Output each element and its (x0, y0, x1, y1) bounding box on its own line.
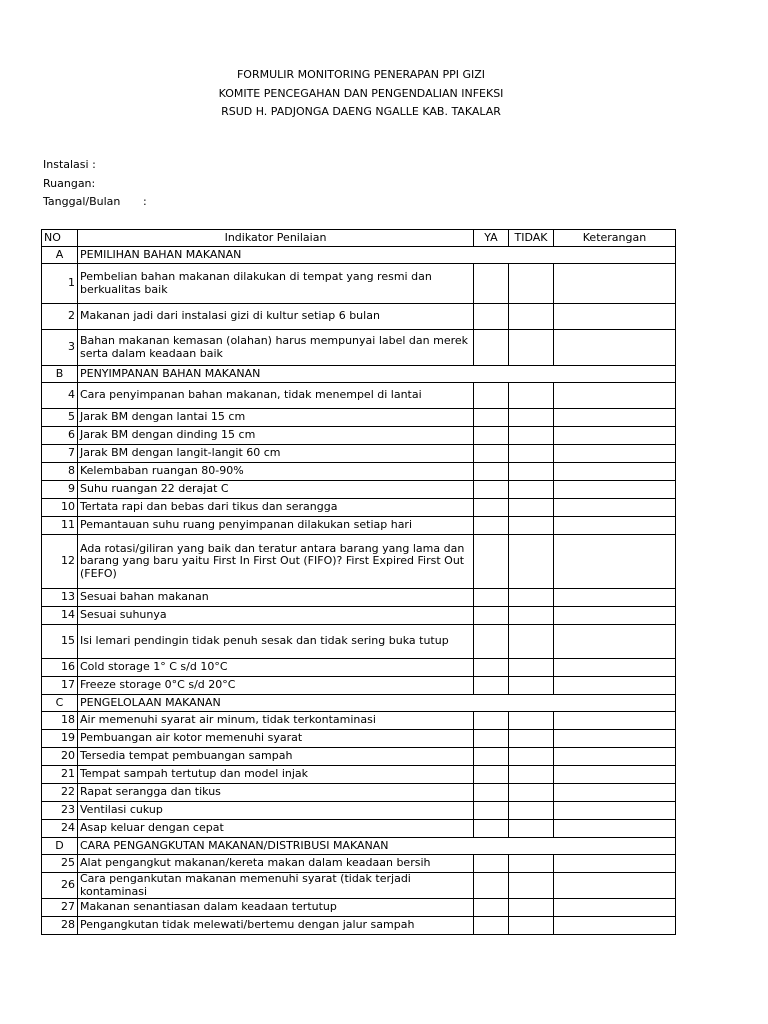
item-number: 1 (42, 264, 78, 304)
section-code: C (42, 695, 78, 712)
ya-cell[interactable] (474, 427, 509, 445)
indicator-text: Cold storage 1° C s/d 10°C (78, 659, 474, 677)
keterangan-cell[interactable] (554, 820, 676, 838)
keterangan-cell[interactable] (554, 712, 676, 730)
item-number: 12 (42, 535, 78, 589)
indicator-text: Sesuai suhunya (78, 607, 474, 625)
item-number: 14 (42, 607, 78, 625)
col-header-keterangan: Keterangan (554, 230, 676, 247)
keterangan-cell[interactable] (554, 873, 676, 899)
section-label: PENGELOLAAN MAKANAN (78, 695, 676, 712)
item-number: 26 (42, 873, 78, 899)
tidak-cell[interactable] (509, 855, 554, 873)
keterangan-cell[interactable] (554, 917, 676, 935)
ya-cell[interactable] (474, 409, 509, 427)
ya-cell[interactable] (474, 873, 509, 899)
indicator-text: Rapat serangga dan tikus (78, 784, 474, 802)
table-row (42, 463, 676, 481)
table-row (42, 784, 676, 802)
col-header-ya: YA (474, 230, 509, 247)
ya-cell[interactable] (474, 383, 509, 409)
tidak-cell[interactable] (509, 625, 554, 659)
section-row (42, 247, 676, 264)
item-number: 2 (42, 304, 78, 330)
item-number: 23 (42, 802, 78, 820)
keterangan-cell[interactable] (554, 304, 676, 330)
tidak-cell[interactable] (509, 766, 554, 784)
table-row (42, 427, 676, 445)
section-label: PEMILIHAN BAHAN MAKANAN (78, 247, 676, 264)
indicator-text: Pembelian bahan makanan dilakukan di tempat yang resmi dan berkualitas baik (78, 264, 474, 304)
keterangan-cell[interactable] (554, 445, 676, 463)
table-row (42, 748, 676, 766)
ya-cell[interactable] (474, 820, 509, 838)
keterangan-cell[interactable] (554, 855, 676, 873)
indicator-text: Makanan jadi dari instalasi gizi di kultur setiap 6 bulan (78, 304, 474, 330)
tidak-cell[interactable] (509, 445, 554, 463)
keterangan-cell[interactable] (554, 730, 676, 748)
item-number: 7 (42, 445, 78, 463)
tanggal-label: Tanggal/Bulan (43, 195, 121, 208)
tidak-cell[interactable] (509, 607, 554, 625)
section-code: B (42, 366, 78, 383)
item-number: 13 (42, 589, 78, 607)
ya-cell[interactable] (474, 517, 509, 535)
keterangan-cell[interactable] (554, 264, 676, 304)
item-number: 18 (42, 712, 78, 730)
tidak-cell[interactable] (509, 659, 554, 677)
table-row (42, 517, 676, 535)
keterangan-cell[interactable] (554, 535, 676, 589)
ya-cell[interactable] (474, 499, 509, 517)
tidak-cell[interactable] (509, 899, 554, 917)
ya-cell[interactable] (474, 625, 509, 659)
table-row (42, 330, 676, 366)
tidak-cell[interactable] (509, 589, 554, 607)
indicator-text: Air memenuhi syarat air minum, tidak terkontaminasi (78, 712, 474, 730)
indicator-text: Isi lemari pendingin tidak penuh sesak dan tidak sering buka tutup (78, 625, 474, 659)
item-number: 8 (42, 463, 78, 481)
section-label: PENYIMPANAN BAHAN MAKANAN (78, 366, 676, 383)
committee-name: KOMITE PENCEGAHAN DAN PENGENDALIAN INFEKSI (218, 86, 504, 100)
ya-cell[interactable] (474, 730, 509, 748)
tidak-cell[interactable] (509, 383, 554, 409)
section-label: CARA PENGANGKUTAN MAKANAN/DISTRIBUSI MAKANAN (78, 838, 676, 855)
table-row (42, 304, 676, 330)
item-number: 10 (42, 499, 78, 517)
table-row (42, 445, 676, 463)
item-number: 24 (42, 820, 78, 838)
ya-cell[interactable] (474, 855, 509, 873)
ya-cell[interactable] (474, 330, 509, 366)
indicator-text: Makanan senantiasan dalam keadaan tertutup (78, 899, 474, 917)
ya-cell[interactable] (474, 304, 509, 330)
table-row (42, 820, 676, 838)
item-number: 27 (42, 899, 78, 917)
keterangan-cell[interactable] (554, 383, 676, 409)
keterangan-cell[interactable] (554, 607, 676, 625)
keterangan-cell[interactable] (554, 499, 676, 517)
tidak-cell[interactable] (509, 730, 554, 748)
keterangan-cell[interactable] (554, 659, 676, 677)
table-row (42, 659, 676, 677)
keterangan-cell[interactable] (554, 625, 676, 659)
form-title: FORMULIR MONITORING PENERAPAN PPI GIZI (236, 68, 486, 81)
section-code: D (42, 838, 78, 855)
instalasi-field[interactable]: Instalasi : (43, 158, 96, 171)
table-row (42, 873, 676, 899)
tidak-cell[interactable] (509, 784, 554, 802)
ya-cell[interactable] (474, 659, 509, 677)
ya-cell[interactable] (474, 899, 509, 917)
keterangan-cell[interactable] (554, 409, 676, 427)
table-row (42, 712, 676, 730)
keterangan-cell[interactable] (554, 766, 676, 784)
table-row (42, 499, 676, 517)
item-number: 3 (42, 330, 78, 366)
keterangan-cell[interactable] (554, 330, 676, 366)
tanggal-field[interactable] (43, 193, 147, 212)
keterangan-cell[interactable] (554, 481, 676, 499)
item-number: 19 (42, 730, 78, 748)
tidak-cell[interactable] (509, 517, 554, 535)
col-header-tidak: TIDAK (509, 230, 554, 247)
indicator-text: Tempat sampah tertutup dan model injak (78, 766, 474, 784)
keterangan-cell[interactable] (554, 899, 676, 917)
item-number: 15 (42, 625, 78, 659)
keterangan-cell[interactable] (554, 463, 676, 481)
tidak-cell[interactable] (509, 802, 554, 820)
keterangan-cell[interactable] (554, 677, 676, 695)
ya-cell[interactable] (474, 917, 509, 935)
item-number: 4 (42, 383, 78, 409)
table-row (42, 589, 676, 607)
indicator-text: Tertata rapi dan bebas dari tikus dan serangga (78, 499, 474, 517)
keterangan-cell[interactable] (554, 589, 676, 607)
indicator-text: Ventilasi cukup (78, 802, 474, 820)
ya-cell[interactable] (474, 748, 509, 766)
indicator-text: Kelembaban ruangan 80-90% (78, 463, 474, 481)
indicator-text: Pembuangan air kotor memenuhi syarat (78, 730, 474, 748)
section-row (42, 695, 676, 712)
ruangan-field[interactable]: Ruangan: (43, 176, 96, 190)
table-row (42, 625, 676, 659)
keterangan-cell[interactable] (554, 517, 676, 535)
indicator-text: Ada rotasi/giliran yang baik dan teratur antara barang yang lama dan barang yang baru yaitu First In First Out (FIFO)? First Expired First Out (FEFO) (78, 535, 474, 589)
item-number: 5 (42, 409, 78, 427)
indicator-text: Freeze storage 0°C s/d 20°C (78, 677, 474, 695)
item-number: 25 (42, 855, 78, 873)
ya-cell[interactable] (474, 535, 509, 589)
keterangan-cell[interactable] (554, 748, 676, 766)
tidak-cell[interactable] (509, 409, 554, 427)
col-header-no: NO (42, 230, 78, 247)
ya-cell[interactable] (474, 712, 509, 730)
table-row (42, 917, 676, 935)
keterangan-cell[interactable] (554, 427, 676, 445)
ya-cell[interactable] (474, 481, 509, 499)
table-row (42, 766, 676, 784)
indicator-text: Tersedia tempat pembuangan sampah (78, 748, 474, 766)
ya-cell[interactable] (474, 802, 509, 820)
keterangan-cell[interactable] (554, 802, 676, 820)
tidak-cell[interactable] (509, 677, 554, 695)
keterangan-cell[interactable] (554, 784, 676, 802)
tidak-cell[interactable] (509, 330, 554, 366)
item-number: 20 (42, 748, 78, 766)
indicator-text: Pengangkutan tidak melewati/bertemu dengan jalur sampah (78, 917, 474, 935)
tidak-cell[interactable] (509, 535, 554, 589)
table-header-row (42, 230, 676, 247)
table-row (42, 899, 676, 917)
indicator-text: Asap keluar dengan cepat (78, 820, 474, 838)
ya-cell[interactable] (474, 445, 509, 463)
tidak-cell[interactable] (509, 304, 554, 330)
ya-cell[interactable] (474, 677, 509, 695)
ya-cell[interactable] (474, 463, 509, 481)
indicator-text: Jarak BM dengan langit-langit 60 cm (78, 445, 474, 463)
indicator-text: Alat pengangkut makanan/kereta makan dalam keadaan bersih (78, 855, 474, 873)
section-code: A (42, 247, 78, 264)
ya-cell[interactable] (474, 264, 509, 304)
tidak-cell[interactable] (509, 917, 554, 935)
ya-cell[interactable] (474, 589, 509, 607)
item-number: 22 (42, 784, 78, 802)
item-number: 17 (42, 677, 78, 695)
tidak-cell[interactable] (509, 499, 554, 517)
tanggal-colon: : (143, 195, 147, 208)
tidak-cell[interactable] (509, 820, 554, 838)
col-header-indikator: Indikator Penilaian (78, 230, 474, 247)
table-row (42, 383, 676, 409)
table-row (42, 855, 676, 873)
ya-cell[interactable] (474, 784, 509, 802)
form-header (0, 66, 722, 122)
tidak-cell[interactable] (509, 427, 554, 445)
indicator-text: Cara pengankutan makanan memenuhi syarat (tidak terjadi kontaminasi (78, 873, 474, 899)
tidak-cell[interactable] (509, 463, 554, 481)
table-row (42, 677, 676, 695)
indicator-text: Bahan makanan kemasan (olahan) harus mempunyai label dan merek serta dalam keadaan baik (78, 330, 474, 366)
indicator-text: Jarak BM dengan lantai 15 cm (78, 409, 474, 427)
tidak-cell[interactable] (509, 481, 554, 499)
table-row (42, 264, 676, 304)
indicator-text: Pemantauan suhu ruang penyimpanan dilakukan setiap hari (78, 517, 474, 535)
monitoring-table (41, 229, 676, 935)
tidak-cell[interactable] (509, 748, 554, 766)
item-number: 16 (42, 659, 78, 677)
item-number: 21 (42, 766, 78, 784)
section-row (42, 366, 676, 383)
indicator-text: Cara penyimpanan bahan makanan, tidak menempel di lantai (78, 383, 474, 409)
table-row (42, 730, 676, 748)
ya-cell[interactable] (474, 766, 509, 784)
item-number: 11 (42, 517, 78, 535)
item-number: 6 (42, 427, 78, 445)
ya-cell[interactable] (474, 607, 509, 625)
table-row (42, 535, 676, 589)
indicator-text: Suhu ruangan 22 derajat C (78, 481, 474, 499)
section-row (42, 838, 676, 855)
indicator-text: Jarak BM dengan dinding 15 cm (78, 427, 474, 445)
tidak-cell[interactable] (509, 264, 554, 304)
item-number: 28 (42, 917, 78, 935)
table-row (42, 409, 676, 427)
indicator-text: Sesuai bahan makanan (78, 589, 474, 607)
table-row (42, 802, 676, 820)
hospital-name: RSUD H. PADJONGA DAENG NGALLE KAB. TAKALAR (221, 105, 501, 118)
table-row (42, 481, 676, 499)
tidak-cell[interactable] (509, 712, 554, 730)
form-meta (43, 156, 147, 212)
item-number: 9 (42, 481, 78, 499)
tidak-cell[interactable] (509, 873, 554, 899)
table-row (42, 607, 676, 625)
